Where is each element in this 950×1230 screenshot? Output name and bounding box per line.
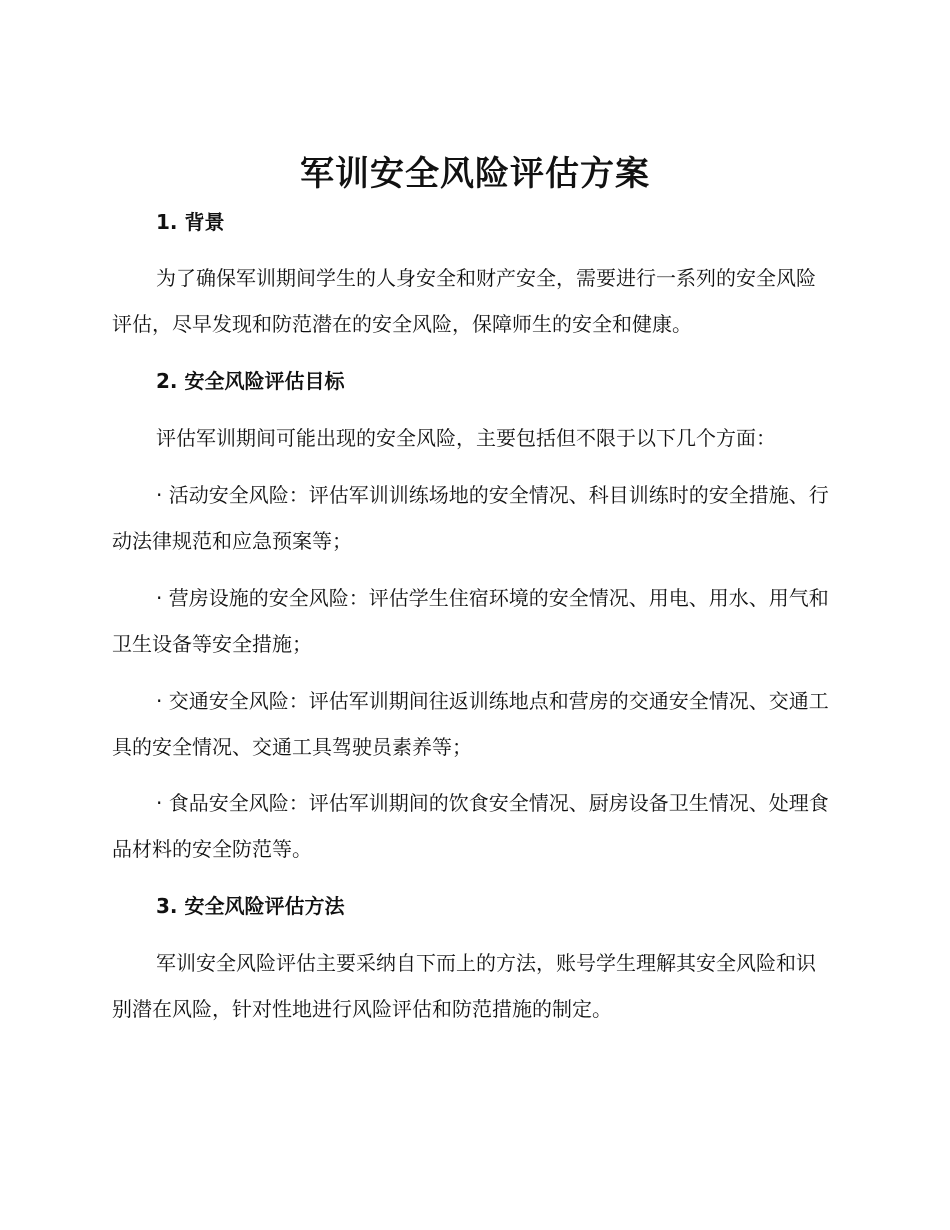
paragraph-methods: 军训安全风险评估主要采纳自下而上的方法，账号学生理解其安全风险和识别潜在风险，针对性地进行风险评估和防范措施的制定。 [112,951,816,1021]
bullet-activity-safety: · 活动安全风险：评估军训训练场地的安全情况、科目训练时的安全措施、行动法律规范和应急预案等； [112,483,829,553]
bullet-food-safety: · 食品安全风险：评估军训期间的饮食安全情况、厨房设备卫生情况、处理食品材料的安全防范等。 [112,791,829,861]
paragraph-background: 为了确保军训期间学生的人身安全和财产安全，需要进行一系列的安全风险评估，尽早发现和防范潜在的安全风险，保障师生的安全和健康。 [112,266,816,336]
paragraph-goals-intro: 评估军训期间可能出现的安全风险，主要包括但不限于以下几个方面： [156,426,776,450]
document-title: 军训安全风险评估方案 [300,154,650,194]
section-heading-methods: 3. 安全风险评估方法 [156,894,345,918]
section-heading-goals: 2. 安全风险评估目标 [156,369,345,393]
bullet-barracks-safety: · 营房设施的安全风险：评估学生住宿环境的安全情况、用电、用水、用气和卫生设备等安全措施； [112,586,829,656]
bullet-traffic-safety: · 交通安全风险：评估军训期间往返训练地点和营房的交通安全情况、交通工具的安全情况、交通工具驾驶员素养等； [112,689,829,759]
section-heading-background: 1. 背景 [156,210,225,234]
